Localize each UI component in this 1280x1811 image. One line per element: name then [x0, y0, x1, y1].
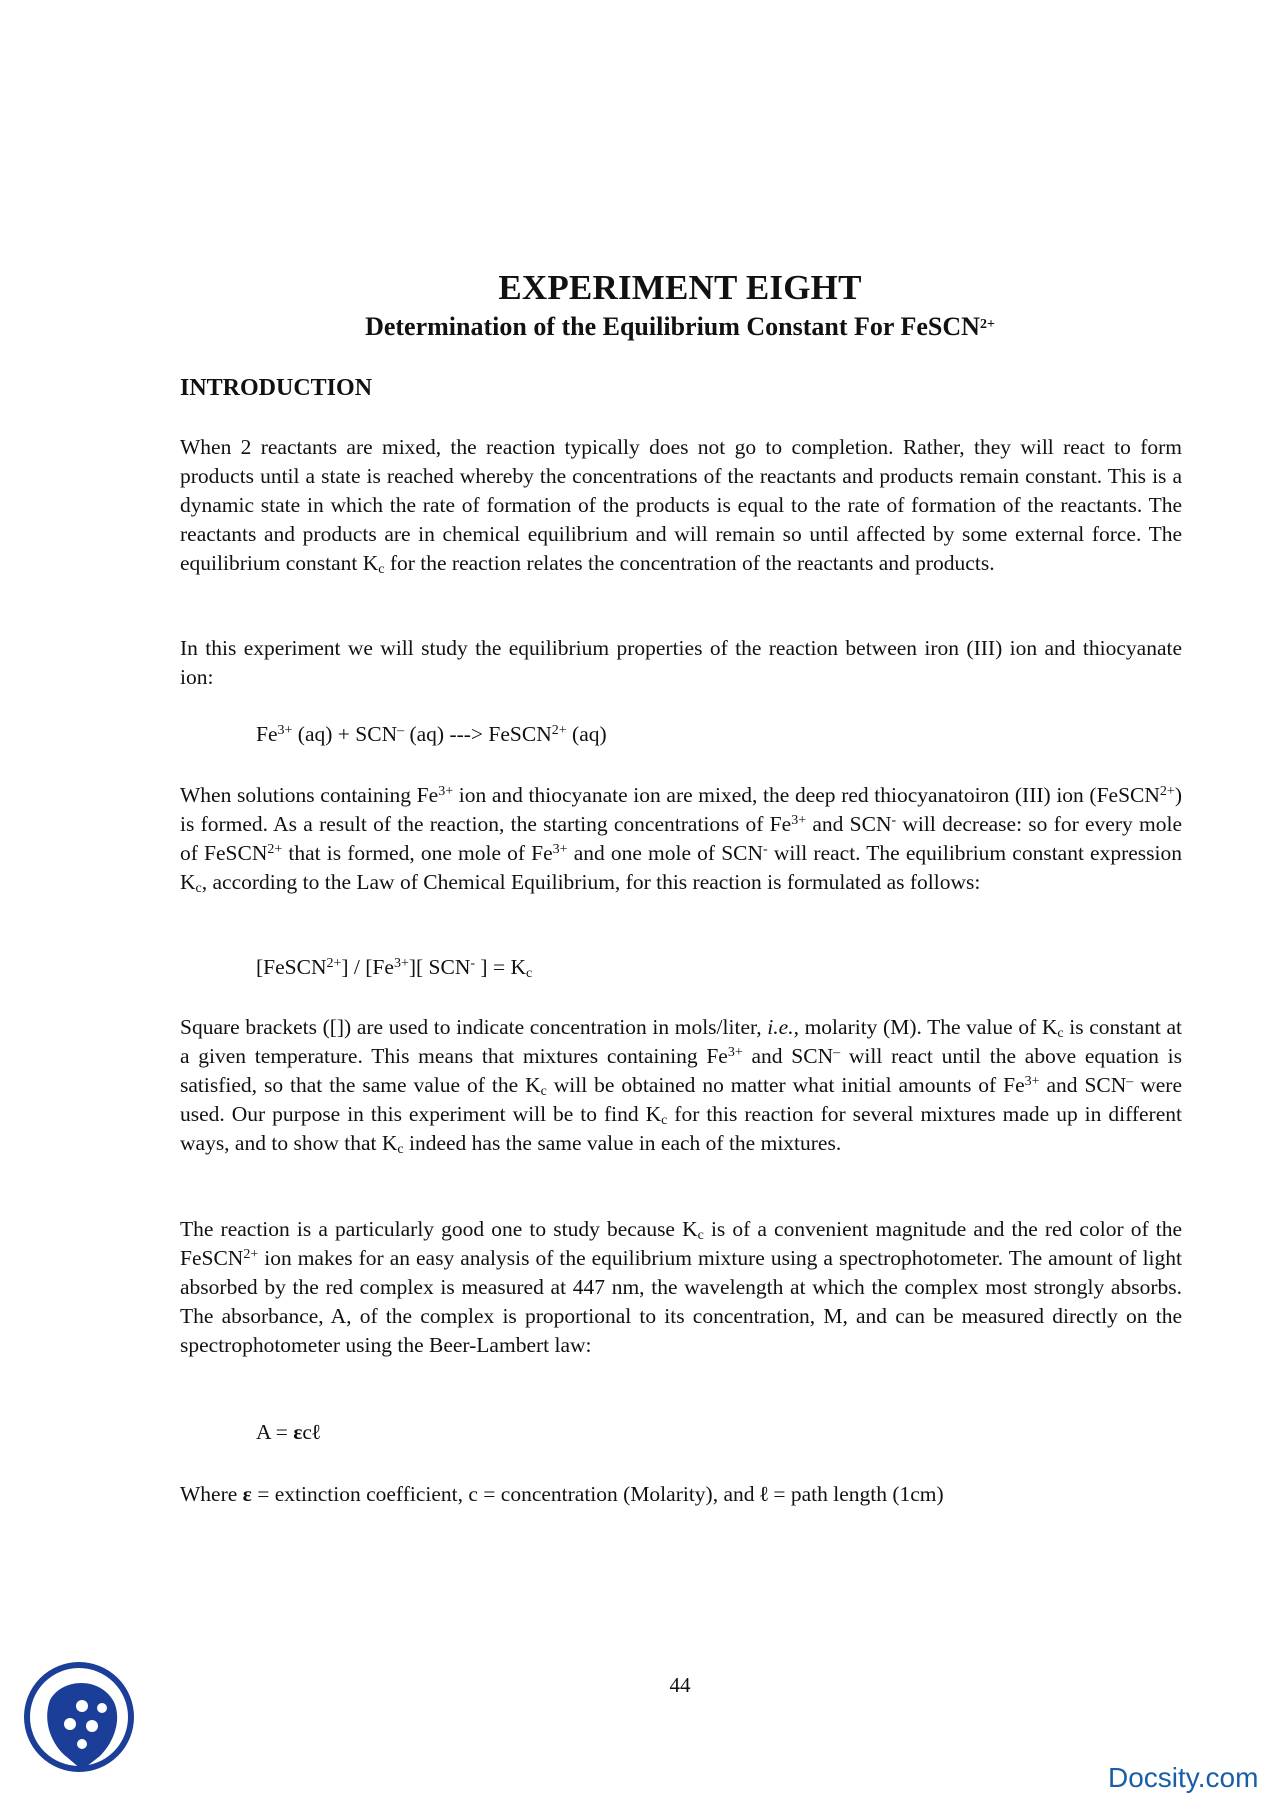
- eq2-part: ] = K: [475, 955, 526, 979]
- p6-bold: ε: [242, 1482, 252, 1506]
- p3-sup: -: [891, 813, 897, 828]
- p5-part: is of a convenient magnitude and the red color of the FeSCN: [180, 1217, 1182, 1270]
- p4-part: Square brackets ([]) are used to indicate concentration in mols/liter,: [180, 1015, 768, 1039]
- eq1-sup: 3+: [277, 723, 293, 738]
- p4-part: indeed has the same value in each of the mixtures.: [403, 1131, 842, 1155]
- p4-part: is constant at a given temperature. This means that mixtures containing Fe: [180, 1015, 1182, 1068]
- p6-part: = extinction coefficient, c = concentration (Molarity), and: [251, 1482, 760, 1506]
- eq3-part: c: [302, 1420, 312, 1444]
- p3-part: will react. The equilibrium constant expression K: [180, 841, 1183, 894]
- p4-part: will react until the above equation is satisfied, so that the same value of the K: [180, 1044, 1182, 1097]
- eq2-sup: -: [470, 956, 476, 971]
- docsity-logo-icon[interactable]: [22, 1660, 136, 1788]
- eq2-sub: c: [525, 966, 533, 981]
- p4-sub: c: [540, 1084, 547, 1099]
- p3-sup: 2+: [267, 842, 283, 857]
- paragraph-1: [180, 433, 1182, 578]
- p4-part: and SCN: [742, 1044, 834, 1068]
- subtitle-text: Determination of the Equilibrium Constant For FeSCN: [365, 312, 980, 341]
- docsity-brand-link[interactable]: Docsity.com: [1108, 1762, 1259, 1793]
- p3-sup: 3+: [791, 813, 807, 828]
- p3-part: ion and thiocyanate ion are mixed, the deep red thiocyanatoiron (III) ion (FeSCN: [453, 783, 1160, 807]
- p4-sup: 3+: [1024, 1074, 1040, 1089]
- p4-part: will be obtained no matter what initial amounts of Fe: [546, 1073, 1025, 1097]
- eq1-sup: –: [397, 723, 405, 738]
- p4-sup: –: [833, 1045, 841, 1060]
- p4-sub: c: [661, 1113, 668, 1128]
- equation-reaction: [256, 720, 607, 749]
- p3-part: , according to the Law of Chemical Equilibrium, for this reaction is formulated as follows:: [201, 870, 981, 894]
- p6-part: = path length (1cm): [767, 1482, 944, 1506]
- p5-sup: 2+: [243, 1247, 259, 1262]
- p3-sup: 3+: [552, 842, 568, 857]
- eq2-sup: 2+: [326, 956, 342, 971]
- eq3-ell: ℓ: [311, 1420, 321, 1444]
- p1-text: When 2 reactants are mixed, the reaction typically does not go to completion. Rather, they will react to form products until a state is reached whereby the concentrations of the reactants and products remain constant. This is a dynamic state in which the rate of formation of the products is equal to the rate of formation of the reactants. The reactants and products are in chemical equilibrium and will remain so until affected by some external force. The equilibrium constant K: [180, 435, 1182, 575]
- p3-part: When solutions containing Fe: [180, 783, 439, 807]
- subtitle-superscript: 2+: [979, 317, 995, 332]
- p3-sub: c: [195, 881, 202, 896]
- eq1-part: (aq) ---> FeSCN: [404, 722, 552, 746]
- page-subtitle: [0, 312, 1280, 342]
- eq1-part: Fe: [256, 722, 278, 746]
- p1-tail: for the reaction relates the concentration of the reactants and products.: [384, 551, 995, 575]
- p4-italic: i.e.: [767, 1015, 794, 1039]
- p3-part: that is formed, one mole of Fe: [282, 841, 553, 865]
- eq2-part: ][ SCN: [408, 955, 471, 979]
- eq2-sup: 3+: [393, 956, 409, 971]
- eq1-part: (aq) + SCN: [292, 722, 398, 746]
- equation-equilibrium-constant: [256, 953, 532, 982]
- p3-part: and one mole of SCN: [567, 841, 764, 865]
- p4-sup: –: [1126, 1074, 1134, 1089]
- equation-beer-lambert: [256, 1418, 320, 1447]
- p5-sub: c: [697, 1228, 704, 1243]
- eq1-part: (aq): [566, 722, 607, 746]
- p3-sup: -: [763, 842, 768, 857]
- p4-part: , molarity (M). The value of K: [793, 1015, 1058, 1039]
- p3-part: and SCN: [806, 812, 892, 836]
- p3-sup: 2+: [1159, 784, 1175, 799]
- page-number: 44: [669, 1673, 691, 1697]
- p5-part: The reaction is a particularly good one to study because K: [180, 1217, 698, 1241]
- p4-part: and SCN: [1039, 1073, 1127, 1097]
- paragraph-6: [180, 1480, 1182, 1509]
- p3-part: will decrease: so for every mole of FeSCN: [180, 812, 1182, 865]
- p3-sup: 3+: [438, 784, 454, 799]
- p4-sup: 3+: [727, 1045, 743, 1060]
- paragraph-2: In this experiment we will study the equilibrium properties of the reaction between iron (III) ion and thiocyanate ion:: [180, 636, 1182, 689]
- p4-sub: c: [397, 1142, 404, 1157]
- p5-part: ion makes for an easy analysis of the equilibrium mixture using a spectrophotometer. The amount of light absorbed by the red complex is measured at 447 nm, the wavelength at which the complex most strongly absorbs. The absorbance, A, of the complex is proportional to its concentration, M, and can be measured directly on the spectrophotometer using the Beer-Lambert law:: [180, 1246, 1182, 1357]
- eq2-part: [FeSCN: [256, 955, 327, 979]
- paragraph-5: [180, 1215, 1182, 1360]
- paragraph-3: [180, 781, 1182, 897]
- p6-part: Where: [180, 1482, 243, 1506]
- eq3-part: A =: [256, 1420, 294, 1444]
- p4-part: for this reaction for several mixtures made up in different ways, and to show that K: [180, 1102, 1182, 1155]
- p3-part: ) is formed. As a result of the reaction, the starting concentrations of Fe: [180, 783, 1182, 836]
- p4-sub: c: [1057, 1026, 1064, 1041]
- p4-part: were used. Our purpose in this experiment will be to find K: [180, 1073, 1182, 1126]
- p1-sub: c: [378, 562, 385, 577]
- eq1-sup: 2+: [551, 723, 567, 738]
- p6-bold: ℓ: [759, 1482, 768, 1506]
- page-title: EXPERIMENT EIGHT: [498, 268, 862, 307]
- eq3-epsilon: ε: [293, 1420, 303, 1444]
- section-heading-introduction: INTRODUCTION: [180, 375, 373, 401]
- eq2-part: ] / [Fe: [341, 955, 394, 979]
- paragraph-4: [180, 1013, 1182, 1158]
